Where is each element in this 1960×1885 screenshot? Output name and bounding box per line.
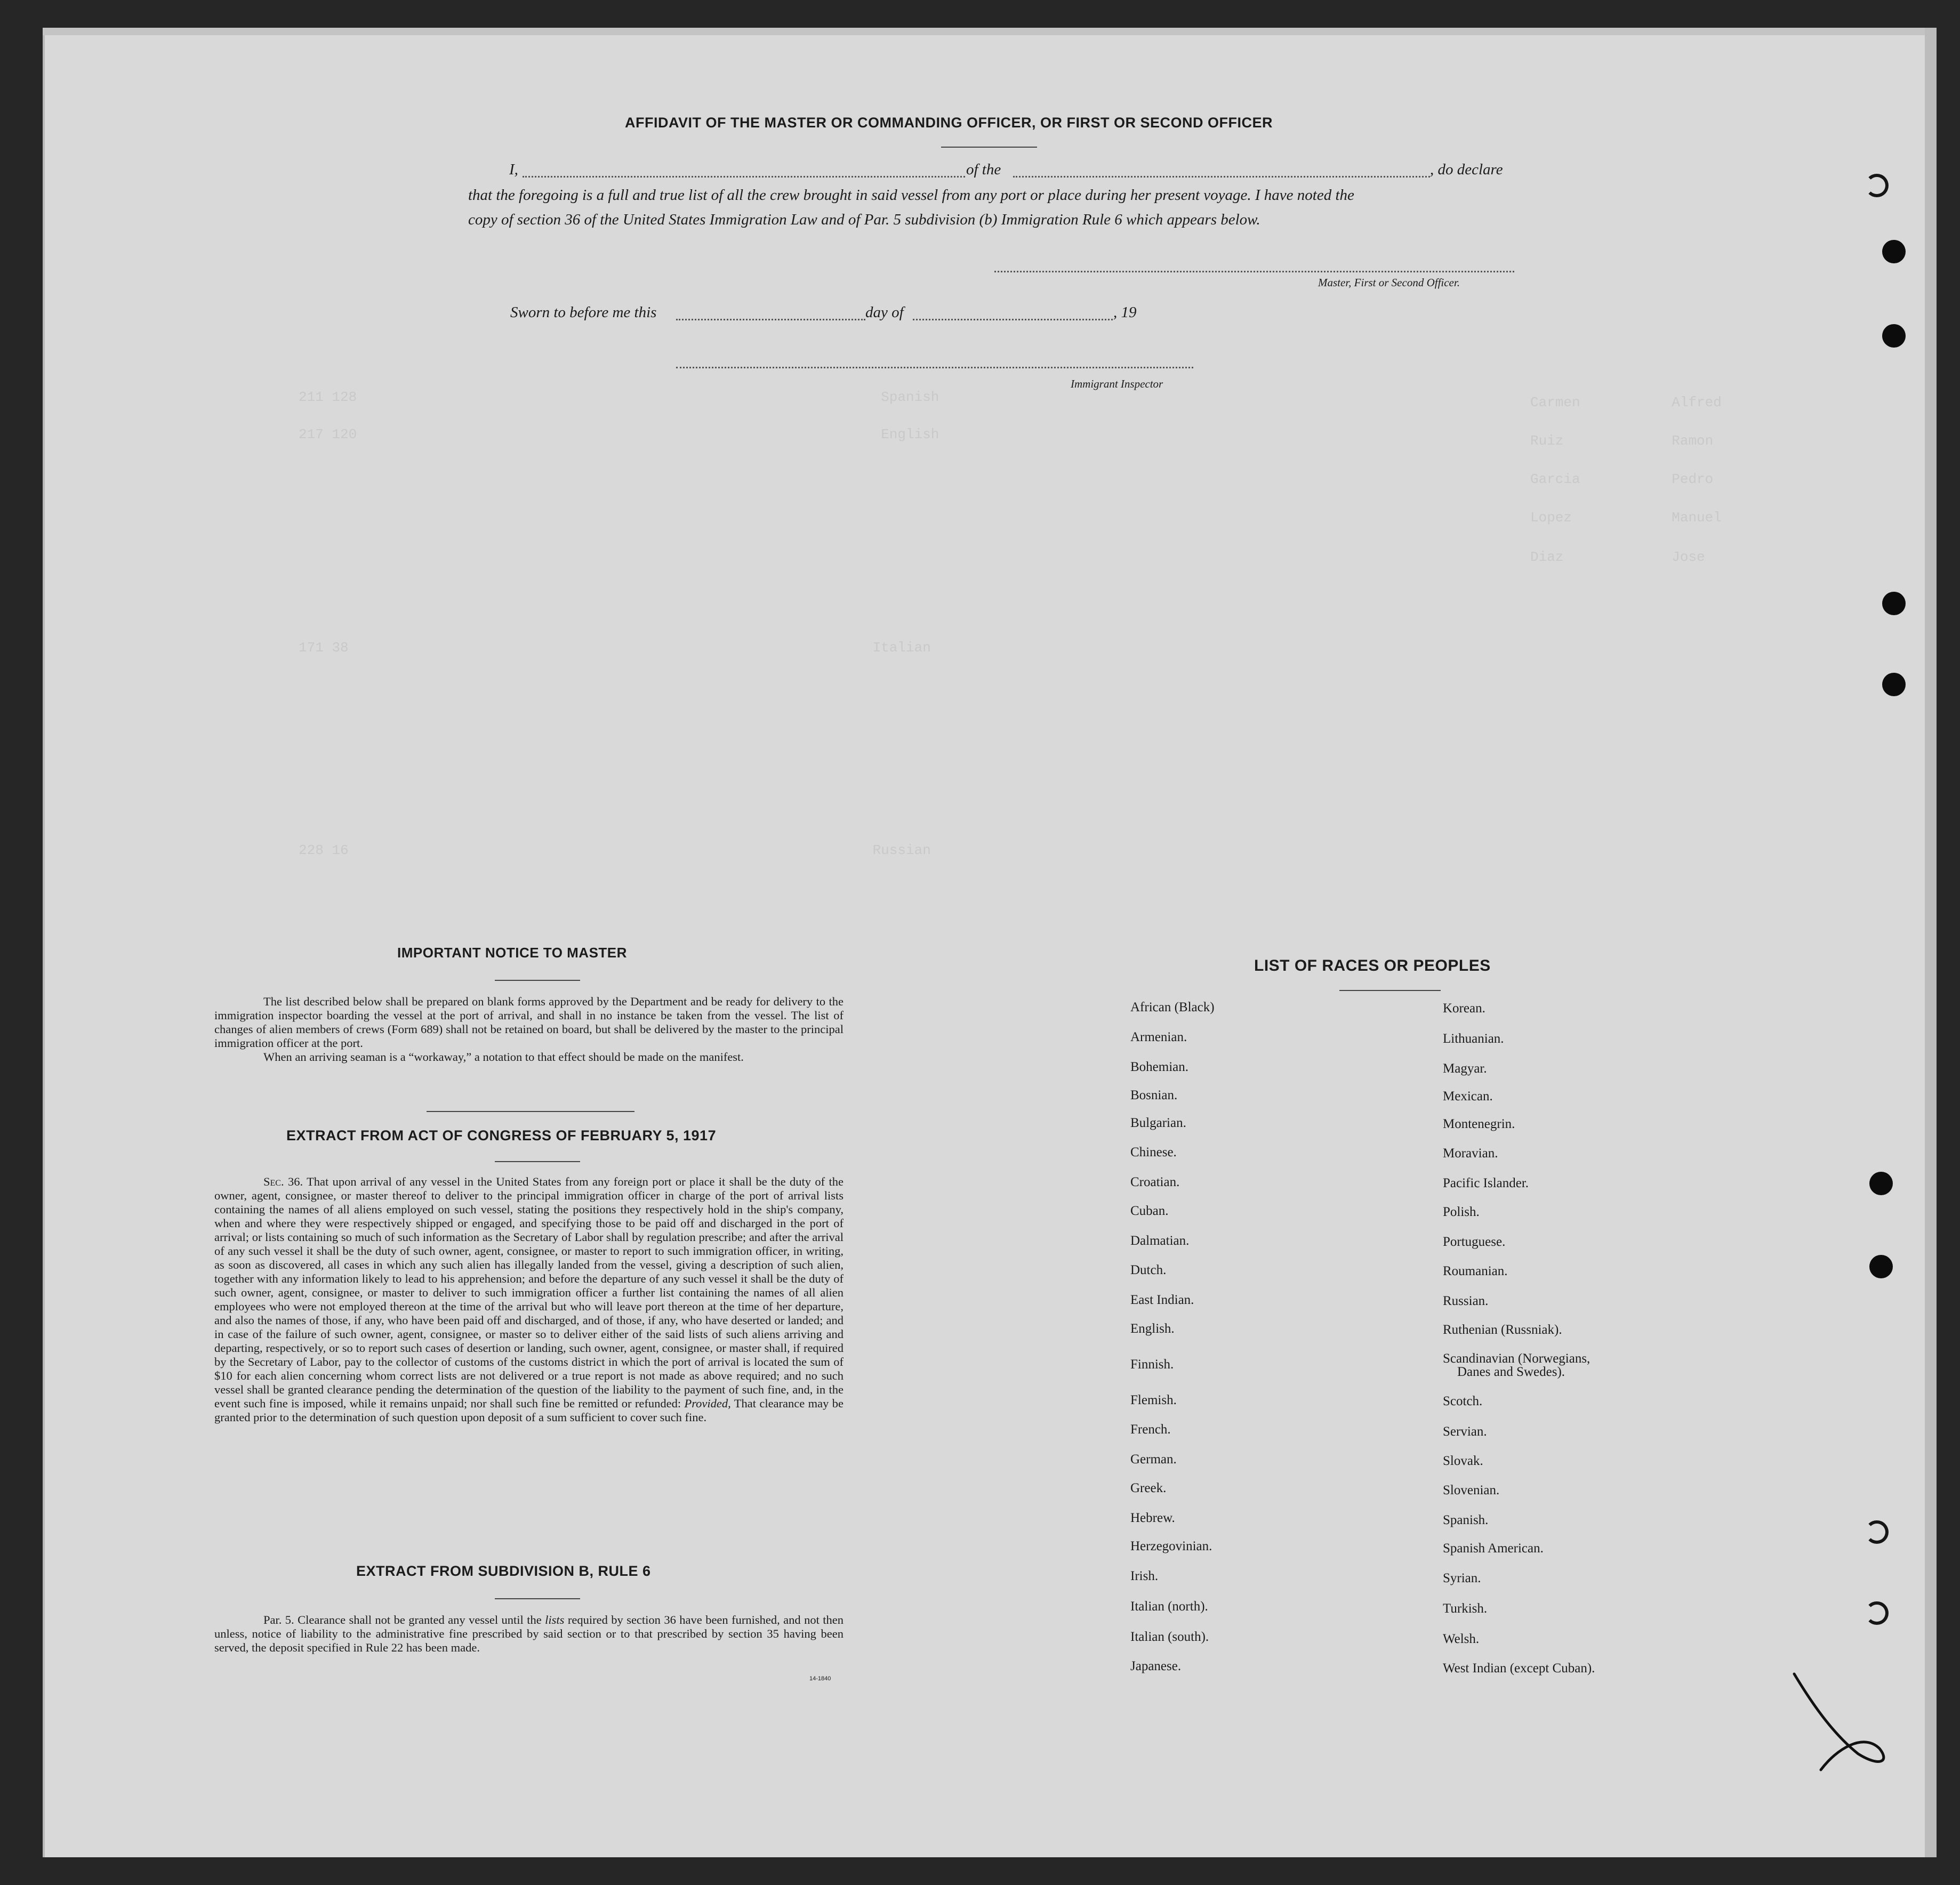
race-item: Slovenian. — [1443, 1483, 1500, 1497]
name-blank[interactable] — [523, 176, 965, 178]
sworn-year: , 19 — [1113, 304, 1137, 321]
race-item: Portuguese. — [1443, 1235, 1506, 1249]
race-item: Korean. — [1443, 1001, 1485, 1016]
race-item: German. — [1130, 1452, 1177, 1467]
handwritten-mark — [1789, 1669, 1895, 1775]
binder-hole — [1882, 592, 1906, 615]
inspector-signature-line[interactable] — [676, 367, 1193, 368]
race-item: Scotch. — [1443, 1394, 1483, 1408]
section-divider — [427, 1111, 634, 1112]
race-item: Moravian. — [1443, 1146, 1498, 1161]
race-item: Japanese. — [1130, 1659, 1182, 1673]
par-5-start: Par. 5. Clearance shall not be granted any vessel until the — [263, 1613, 542, 1626]
affidavit-line1-start: I, — [509, 161, 518, 178]
race-item: Dutch. — [1130, 1263, 1167, 1277]
race-item: Servian. — [1443, 1424, 1487, 1439]
title-divider — [941, 147, 1037, 148]
race-item: Pacific Islander. — [1443, 1176, 1529, 1190]
sworn-month-blank[interactable] — [913, 319, 1113, 320]
par-5-text — [214, 1613, 844, 1655]
binder-hole — [1882, 324, 1906, 348]
extract-rule-body — [214, 1613, 844, 1655]
race-item: Slovak. — [1443, 1454, 1483, 1468]
race-item: Hebrew. — [1130, 1511, 1175, 1525]
race-item: Scandinavian (Norwegians, — [1443, 1351, 1591, 1366]
notice-paragraph-1: The list described below shall be prepared on blank forms approved by the Department and be ready for delivery to the immigration inspector boarding the vessel at the port of arrival, and shall in no instance be taken from the vessel. The list of changes of alien members of crews (Form 689) shall not be retained on board, but shall be delivered by the master to the principal immigration officer at the port. — [214, 995, 844, 1050]
race-item: Greek. — [1130, 1481, 1167, 1495]
page-right-edge — [1925, 28, 1937, 1857]
race-item: Chinese. — [1130, 1145, 1177, 1159]
affidavit-line2: that the foregoing is a full and true list of all the crew brought in said vessel from any port or place during her present voyage. I have noted the — [468, 187, 1354, 204]
race-item: Danes and Swedes). — [1457, 1365, 1565, 1379]
sec-label: Sec. 36. — [263, 1175, 303, 1188]
extract-rule-title: EXTRACT FROM SUBDIVISION B, RULE 6 — [356, 1563, 651, 1579]
par-5-end: required by section 36 have been furnished, and not then unless, notice of liability to the administrative fine prescribed by said section or to that prescribed by section 35 having been served, the deposit specified in Rule 22 has been made. — [214, 1613, 844, 1654]
extract-act-body — [214, 1175, 844, 1424]
sec-36-body: That upon arrival of any vessel in the United States from any foreign port or place it shall be the duty of the owner, agent, consignee, or master thereof to deliver to the principal immigration officer in charge of the port of arrival lists containing the names of all aliens employed on such vessel, stating the positions they respectively hold in the ship's company, when and where they were respectively shipped or engaged, and specifying those to be paid off and discharged in the port of arrival; or lists containing so much of such information as the Secretary of Labor shall by regulation prescribe; and after the arrival of any such vessel it shall be the duty of such owner, agent, consignee, or master to report to such immigration officer, in writing, as soon as discovered, all cases in which any such alien has illegally landed from the vessel, giving a description of such alien, together with any information likely to lead to his apprehension; and before the departure of any such vessel it shall be the duty of such owner, agent, consignee, or master to deliver to such immigration officer a further list containing the names of all alien employees who were not employed thereon at the time of the arrival but who will leave port thereon at the time of her departure, and also the names of those, if any, who have been paid off and discharged, and of those, if any, who have deserted or landed; and in case of the failure of such owner, agent, consignee, or master so to deliver either of the said lists of such aliens arriving and departing, respectively, or so to report such cases of desertion or landing, such owner, agent, consignee, or master shall, if required by the Secretary of Labor, pay to the collector of customs of the customs district in which the port of arrival is located the sum of $10 for each alien concerning whom correct lists are not delivered or a true report is not made as above required; and no such vessel shall be granted clearance pending the determination of the question of the liability to the payment of such fine, and, in the event such fine is imposed, while it remains unpaid; nor shall such fine be remitted or refunded: — [214, 1175, 844, 1410]
race-item: Flemish. — [1130, 1393, 1177, 1407]
race-item: Lithuanian. — [1443, 1032, 1504, 1046]
race-item: Finnish. — [1130, 1357, 1174, 1372]
officer-signature-line[interactable] — [994, 271, 1514, 272]
race-item: Irish. — [1130, 1569, 1159, 1583]
race-item: Italian (north). — [1130, 1599, 1208, 1614]
race-item: Welsh. — [1443, 1632, 1480, 1646]
binder-hole — [1882, 240, 1906, 263]
sworn-day: day of — [865, 304, 904, 321]
race-item: Polish. — [1443, 1205, 1480, 1219]
race-item: Herzegovinian. — [1130, 1539, 1212, 1553]
race-item: Spanish American. — [1443, 1541, 1544, 1556]
race-item: Armenian. — [1130, 1030, 1187, 1044]
race-item: West Indian (except Cuban). — [1443, 1661, 1595, 1675]
race-item: Dalmatian. — [1130, 1234, 1190, 1248]
race-item: Spanish. — [1443, 1513, 1489, 1527]
extract-act-title: EXTRACT FROM ACT OF CONGRESS OF FEBRUARY 5, 1917 — [286, 1127, 717, 1143]
race-item: Bohemian. — [1130, 1060, 1189, 1074]
binder-hole — [1865, 1520, 1889, 1544]
section-36-text — [214, 1175, 844, 1424]
race-item: Turkish. — [1443, 1601, 1488, 1616]
race-item: African (Black) — [1130, 1000, 1215, 1014]
race-item: East Indian. — [1130, 1293, 1194, 1307]
race-item: Italian (south). — [1130, 1630, 1209, 1644]
races-title: LIST OF RACES OR PEOPLES — [1254, 957, 1491, 974]
race-item: Cuban. — [1130, 1204, 1169, 1218]
race-item: Magyar. — [1443, 1061, 1487, 1076]
extract-act-divider — [495, 1161, 580, 1162]
extract-rule-divider — [495, 1598, 580, 1599]
race-item: Bosnian. — [1130, 1088, 1178, 1102]
notice-body — [214, 995, 844, 1064]
sworn-day-blank[interactable] — [676, 319, 865, 320]
provided-text: That clearance may be granted prior to the determination of such question upon deposit of a sum sufficient to cover such fine. — [214, 1397, 844, 1424]
race-item: Syrian. — [1443, 1571, 1481, 1585]
race-item: Bulgarian. — [1130, 1116, 1186, 1130]
race-item: Croatian. — [1130, 1175, 1180, 1189]
affidavit-line1-mid: of the — [966, 161, 1001, 178]
manifest-page — [43, 28, 1937, 1857]
binder-hole — [1882, 673, 1906, 696]
page-top-edge — [43, 28, 1937, 35]
sworn-start: Sworn to before me this — [510, 304, 657, 321]
race-item: French. — [1130, 1422, 1171, 1437]
affidavit-line3: copy of section 36 of the United States Immigration Law and of Par. 5 subdivision (b) Immigration Rule 6 which appears below. — [468, 211, 1260, 228]
notice-divider — [495, 980, 580, 981]
inspector-caption: Immigrant Inspector — [1071, 377, 1163, 390]
races-divider — [1339, 990, 1441, 991]
notice-paragraph-2: When an arriving seaman is a “workaway,” a notation to that effect should be made on the manifest. — [263, 1050, 744, 1064]
binder-hole — [1865, 1601, 1889, 1625]
binder-hole — [1869, 1172, 1893, 1195]
vessel-blank[interactable] — [1013, 176, 1430, 178]
race-item: Ruthenian (Russniak). — [1443, 1323, 1562, 1337]
provided-label: Provided, — [684, 1397, 731, 1410]
race-item: Roumanian. — [1443, 1264, 1508, 1278]
lists-word: lists — [545, 1613, 565, 1626]
race-item: Russian. — [1443, 1294, 1489, 1308]
binder-hole — [1865, 174, 1889, 197]
race-item: Mexican. — [1443, 1089, 1493, 1103]
race-item: Montenegrin. — [1443, 1117, 1515, 1131]
affidavit-title: AFFIDAVIT OF THE MASTER OR COMMANDING OFFICER, OR FIRST OR SECOND OFFICER — [625, 115, 1273, 131]
form-code: 14-1840 — [809, 1675, 831, 1682]
binder-hole — [1869, 1255, 1893, 1278]
notice-title: IMPORTANT NOTICE TO MASTER — [397, 945, 627, 961]
race-item: English. — [1130, 1322, 1175, 1336]
officer-caption: Master, First or Second Officer. — [1318, 276, 1460, 289]
affidavit-line1-end: , do declare — [1430, 161, 1503, 178]
